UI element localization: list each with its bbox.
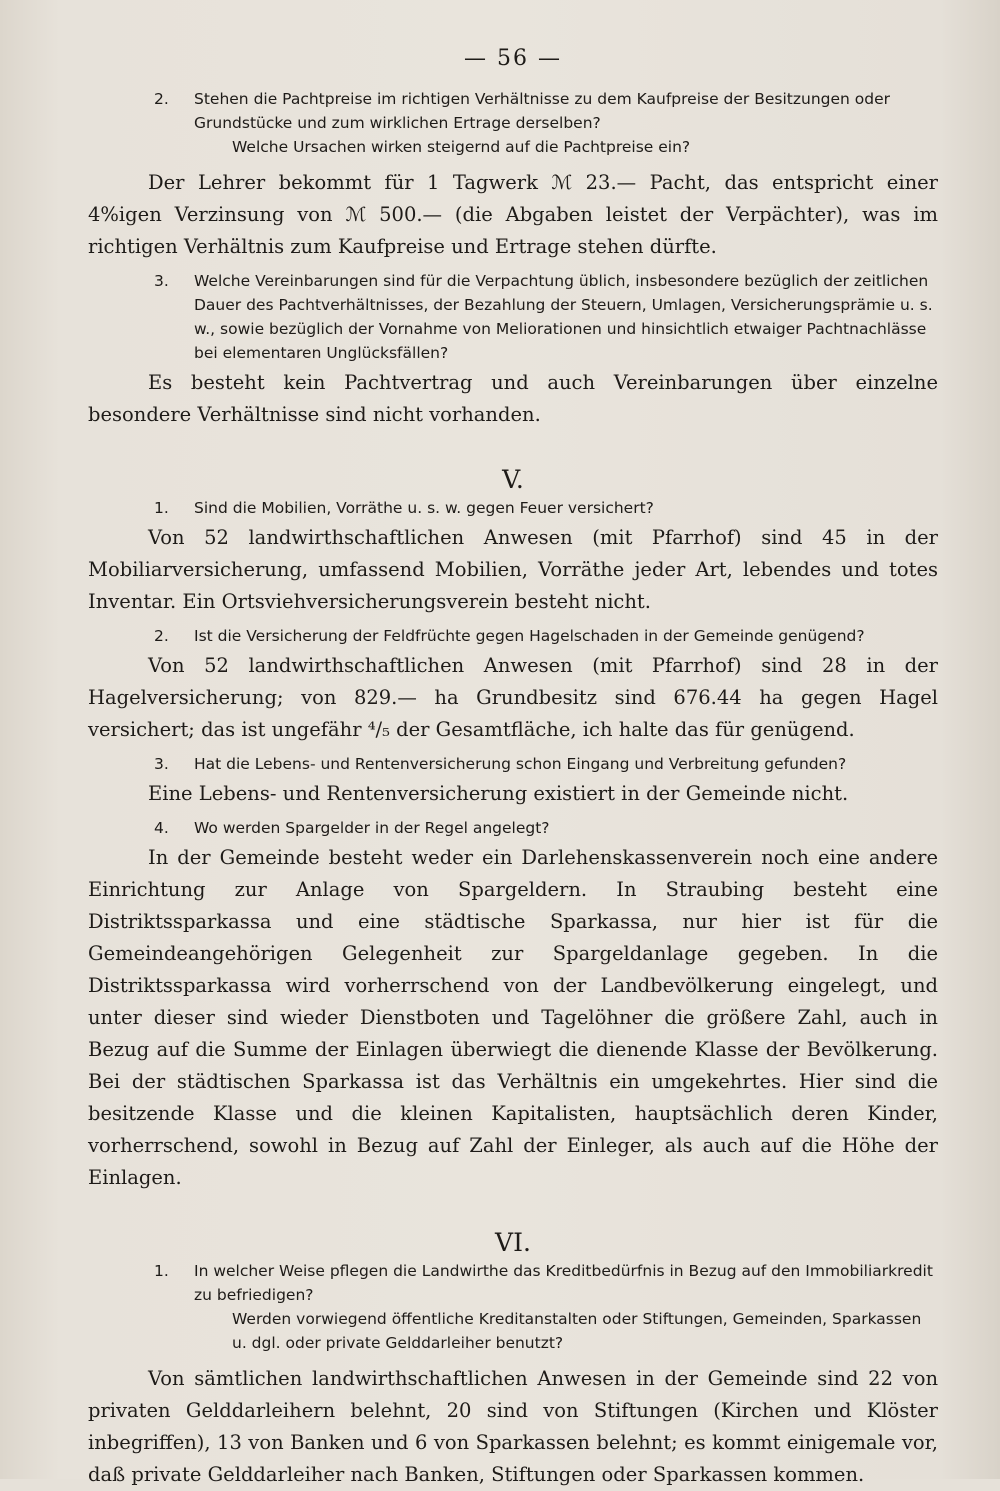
section-heading-v: V.: [502, 465, 524, 494]
question-vi-1: [154, 1259, 938, 1307]
question-number: 1.: [154, 499, 169, 517]
spacer: [88, 159, 938, 165]
question-number: 3.: [154, 755, 169, 773]
question-2-sub: Welche Ursachen wirken steigernd auf die Pachtpreise ein?: [232, 138, 691, 156]
question-text: Welche Vereinbarungen sind für die Verpachtung üblich, insbesondere bezüglich der zeitlichen Dauer des Pachtverhältnisses, der Bezahlung der Steuern, Umlagen, Versicherungsprämie u. s. w., sowie bezüglich der Vornahme von Meliorationen und hinsichtlich etwaiger Pachtnachlässe bei elementaren Unglücksfällen?: [194, 272, 933, 362]
question-v-2: [154, 624, 938, 648]
answer-v-4: In der Gemeinde besteht weder ein Darlehenskassenverein noch eine andere Einrichtung zur Anlage von Spargeldern. In Straubing besteht eine Distriktssparkassa und eine städtische Sparkassa, nur hier ist für die Gemeindeangehörigen Gelegenheit zur Spargeldanlage gegeben. In die Distriktssparkassa wird vorherrschend von der Landbevölkerung eingelegt, und unter dieser sind wieder Dienstboten und Tagelöhner die größere Zahl, auch in Bezug auf die Summe der Einlagen überwiegt die dienende Klasse der Bevölkerung. Bei der städtischen Sparkassa ist das Verhältnis ein umgekehrtes. Hier sind die besitzende Klasse und die kleinen Kapitalisten, hauptsächlich deren Kinder, vorherrschend, sowohl in Bezug auf Zahl der Einleger, als auch auf die Höhe der Einlagen.: [88, 846, 938, 1189]
question-number: 4.: [154, 819, 169, 837]
question-text: Sind die Mobilien, Vorräthe u. s. w. gegen Feuer versichert?: [194, 499, 654, 517]
question-text: Ist die Versicherung der Feldfrüchte gegen Hagelschaden in der Gemeinde genügend?: [194, 627, 865, 645]
answer-3-vereinbarungen: Es besteht kein Pachtvertrag und auch Vereinbarungen über einzelne besondere Verhältnisse sind nicht vorhanden.: [88, 371, 938, 426]
answer-v-1: Von 52 landwirthschaftlichen Anwesen (mit Pfarrhof) sind 45 in der Mobiliarversicherung, umfassend Mobilien, Vorräthe jeder Art, lebendes und totes Inventar. Ein Ortsviehversicherungsverein besteht nicht.: [88, 526, 938, 613]
question-text: Wo werden Spargelder in der Regel angelegt?: [194, 819, 550, 837]
question-number: 2.: [154, 627, 169, 645]
question-2-pacht: [154, 87, 938, 135]
question-v-4: [154, 816, 938, 840]
question-text: In welcher Weise pflegen die Landwirthe das Kreditbedürfnis in Bezug auf den Immobiliarkredit zu befriedigen?: [194, 1262, 933, 1304]
question-number: 3.: [154, 272, 169, 290]
question-text: Stehen die Pachtpreise im richtigen Verhältnisse zu dem Kaufpreise der Besitzungen oder Grundstücke und zum wirklichen Ertrage derselben?: [194, 90, 891, 132]
answer-vi-1: Von sämtlichen landwirthschaftlichen Anwesen in der Gemeinde sind 22 von privaten Gelddarleihern belehnt, 20 sind von Stiftungen (Kirchen und Klöster inbegriffen), 13 von Banken und 6 von Sparkassen belehnt; es kommt einigemale vor, daß private Gelddarleiher nach Banken, Stiftungen oder Sparkassen kommen.: [88, 1367, 938, 1486]
question-3-vereinbarungen: [154, 269, 938, 365]
answer-v-2: Von 52 landwirthschaftlichen Anwesen (mit Pfarrhof) sind 28 in der Hagelversicherung; von 829.— ha Grundbesitz sind 676.44 ha gegen Hagel versichert; das ist ungefähr ⁴/₅ der Gesamtfläche, ich halte das für genügend.: [88, 654, 938, 741]
question-number: 2.: [154, 90, 169, 108]
answer-2-pacht: Der Lehrer bekommt für 1 Tagwerk ℳ 23.— Pacht, das entspricht einer 4%igen Verzinsung von ℳ 500.— (die Abgaben leistet der Verpächter), was im richtigen Verhältnis zum Kaufpreise und Ertrage stehen dürfte.: [88, 171, 938, 258]
question-vi-1-sub: Werden vorwiegend öffentliche Kreditanstalten oder Stiftungen, Gemeinden, Sparkassen u. dgl. oder private Gelddarleiher benutzt?: [232, 1310, 922, 1352]
question-v-3: [154, 752, 938, 776]
question-text: Hat die Lebens- und Rentenversicherung schon Eingang und Verbreitung gefunden?: [194, 755, 847, 773]
spacer: [88, 1355, 938, 1361]
section-heading-vi: VI.: [495, 1228, 531, 1257]
page-number: — 56 —: [464, 46, 562, 71]
question-number: 1.: [154, 1262, 169, 1280]
answer-v-3: Eine Lebens- und Rentenversicherung existiert in der Gemeinde nicht.: [148, 782, 849, 805]
question-v-1: [154, 496, 938, 520]
